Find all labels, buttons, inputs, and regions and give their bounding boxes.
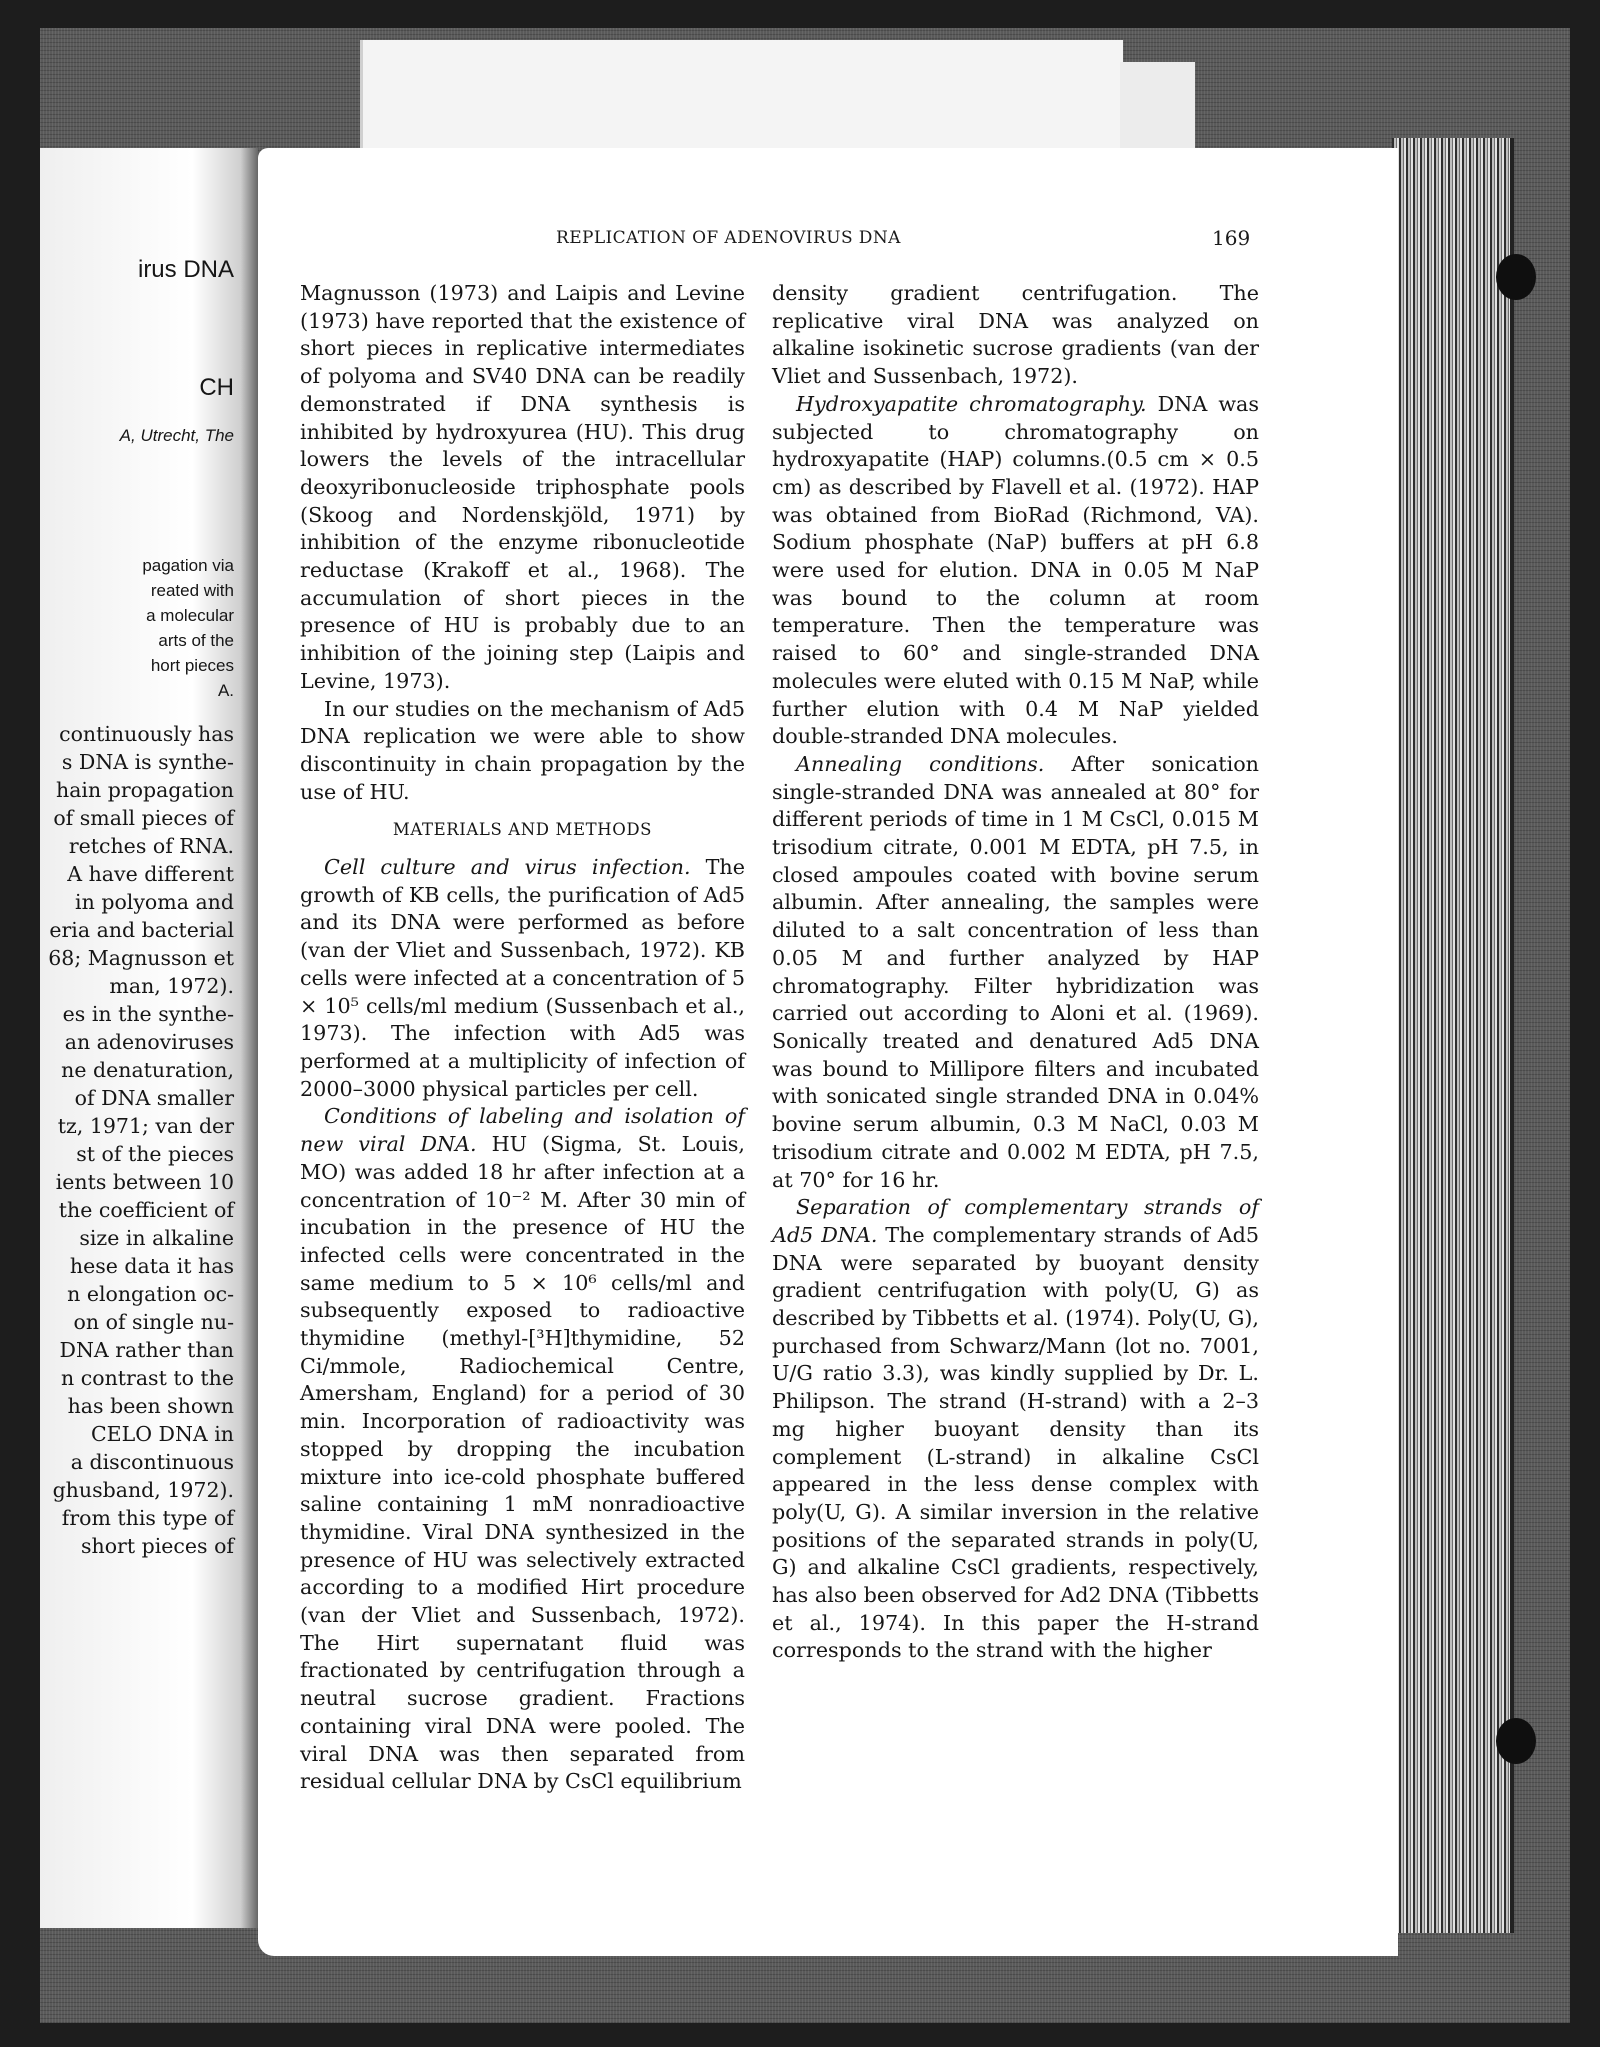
left-page-fragment: 68; Magnusson et — [48, 946, 234, 970]
left-page-fragment: from this type of — [61, 1506, 234, 1530]
paragraph-text: After sonication single-stranded DNA was annealed at 80° for different periods of time in 1 M CsCl, 0.015 M trisodium citrate, 0.001 M EDTA, pH 7.5, in closed ampoules coated with bovine serum albumin. After annealing, the samples were diluted to a salt concentration of less than 0.05 M and further analyzed by HAP chromatography. Filter hybridization was carried out according to Aloni et al. (1969). Sonically treated and denatured Ad5 DNA was bound to Millipore filters and incubated with sonicated single stranded DNA in 0.04% bovine serum albumin, 0.3 M NaCl, 0.03 M trisodium citrate and 0.002 M EDTA, pH 7.5, at 70° for 16 hr. — [772, 751, 1259, 1192]
left-page-fragment: A, Utrecht, The — [119, 426, 234, 445]
run-in-heading: Annealing conditions. — [796, 751, 1045, 776]
page-number: 169 — [1212, 226, 1251, 250]
left-page-fragment: eria and bacterial — [49, 918, 234, 942]
left-page-fragment: irus DNA — [137, 256, 234, 283]
left-page-fragment: n elongation oc- — [67, 1282, 234, 1306]
run-in-heading: Conditions of labeling and isolation of new viral DNA. — [300, 1104, 745, 1157]
left-page-fragment: hort pieces — [150, 656, 234, 675]
text-column-left — [300, 280, 745, 1796]
left-page-fragment: short pieces of — [80, 1534, 234, 1558]
left-page-fragment: retches of RNA. — [68, 834, 234, 858]
paper-slip — [360, 40, 1123, 160]
run-in-heading: Separation of complementary strands of Ad5 DNA. — [772, 1195, 1259, 1247]
punch-hole-top — [1496, 254, 1536, 300]
left-page-fragment: hain propagation — [56, 778, 234, 802]
left-page-fragment: the coefficient of — [58, 1198, 234, 1222]
text-column-right — [772, 280, 1259, 1665]
left-page-fragment: a molecular — [146, 606, 234, 625]
left-page-fragment: tz, 1971; van der — [57, 1114, 234, 1138]
left-page-fragment: arts of the — [158, 631, 234, 650]
left-page-fragment: DNA rather than — [59, 1338, 234, 1362]
left-page-fragment: n contrast to the — [61, 1366, 234, 1390]
paragraph — [300, 1103, 745, 1796]
left-page-fragment: size in alkaline — [79, 1226, 234, 1250]
punch-hole-bottom — [1496, 1718, 1536, 1764]
left-page-fragment: ghusband, 1972). — [52, 1478, 234, 1502]
left-page-fragment: on of single nu- — [73, 1310, 234, 1334]
left-page-fragment: man, 1972). — [109, 974, 234, 998]
paragraph-text: The growth of KB cells, the purification of Ad5 and its DNA were performed as before (van der Vliet and Sussenbach, 1972). KB cells were infected at a concentration of 5 × 10⁵ cells/ml medium (Sussenbach et al., 1973). The infection with Ad5 was performed at a multiplicity of infection of 2000–3000 physical particles per cell. — [300, 855, 745, 1101]
paragraph — [772, 751, 1259, 1194]
run-in-heading: Hydroxyapatite chromatography. — [796, 391, 1147, 416]
left-page-fragment: hese data it has — [69, 1254, 234, 1278]
paragraph: Magnusson (1973) and Laipis and Levine (1973) have reported that the existence of short pieces in replicative intermediates of polyoma and SV40 DNA can be readily demonstrated if DNA synthesis is inhibited by hydroxyurea (HU). This drug lowers the levels of the intracellular deoxyribonucleoside triphosphate pools (Skoog and Nordenskjöld, 1971) by inhibition of the enzyme ribonucleotide reductase (Krakoff et al., 1968). The accumulation of short pieces in the presence of HU is probably due to an inhibition of the joining step (Laipis and Levine, 1973). — [300, 281, 745, 693]
left-page-fragment: A. — [217, 681, 234, 700]
paper-slip-small — [1120, 62, 1195, 162]
left-page-fragment: ients between 10 — [55, 1170, 234, 1194]
left-page-fragment: pagation via — [142, 556, 234, 575]
paragraph: In our studies on the mechanism of Ad5 DNA replication we were able to show discontinuity in chain propagation by the use of HU. — [300, 696, 745, 804]
left-page-fragment: of DNA smaller — [74, 1086, 234, 1110]
run-in-heading: Cell culture and virus infection. — [324, 855, 691, 880]
paragraph — [772, 1194, 1259, 1665]
left-page-fragment: s DNA is synthe- — [61, 750, 234, 774]
paragraph: density gradient centrifugation. The replicative viral DNA was analyzed on alkaline isokinetic sucrose gradients (van der Vliet and Sussenbach, 1972). — [772, 281, 1259, 389]
section-heading: MATERIALS AND METHODS — [392, 820, 653, 840]
left-page-fragment: CELO DNA in — [90, 1422, 234, 1446]
page-edges — [1392, 138, 1514, 1933]
left-page-fragment: a discontinuous — [70, 1450, 234, 1474]
left-page-fragment: CH — [199, 374, 234, 401]
left-page-fragment: of small pieces of — [53, 806, 234, 830]
left-page-fragment: es in the synthe- — [62, 1002, 234, 1026]
left-page-fragment: continuously has — [59, 722, 234, 746]
paragraph-text: DNA was subjected to chromatography on hydroxyapatite (HAP) columns.(0.5 cm × 0.5 cm) as described by Flavell et al. (1972). HAP was obtained from BioRad (Richmond, VA). Sodium phosphate (NaP) buffers at pH 6.8 were used for elution. DNA in 0.05 M NaP was bound to the column at room temperature. Then the temperature was raised to 60° and single-stranded DNA molecules were eluted with 0.15 M NaP, while further elution with 0.4 M NaP yielded double-stranded DNA molecules. — [772, 391, 1259, 749]
left-page-fragment: A have different — [67, 862, 234, 886]
paragraph-text: HU (Sigma, St. Louis, MO) was added 18 hr after infection at a concentration of 10⁻² M. After 30 min of incubation in the presence of HU the infected cells were concentrated in the same medium to 5 × 10⁶ cells/ml and subsequently exposed to radioactive thymidine (methyl-[³H]thymidine, 52 Ci/mmole, Radiochemical Centre, Amersham, England) for a period of 30 min. Incorporation of radioactivity was stopped by dropping the incubation mixture into ice-cold phosphate buffered saline containing 1 mM nonradioactive thymidine. Viral DNA synthesized in the presence of HU was selectively extracted according to a modified Hirt procedure (van der Vliet and Sussenbach, 1972). The Hirt supernatant fluid was fractionated by centrifugation through a neutral sucrose gradient. Fractions containing viral DNA were pooled. The viral DNA was then separated from residual cellular DNA by CsCl equilibrium — [300, 1132, 746, 1794]
left-page — [40, 148, 258, 1928]
running-title: REPLICATION OF ADENOVIRUS DNA — [556, 228, 901, 248]
left-page-fragment: has been shown — [67, 1394, 234, 1418]
left-page-fragment: ne denaturation, — [61, 1058, 234, 1082]
left-page-fragment: reated with — [150, 581, 234, 600]
paragraph — [300, 854, 745, 1103]
paragraph-text: The complementary strands of Ad5 DNA were separated by buoyant density gradient centrifugation with poly(U, G) as described by Tibbetts et al. (1974). Poly(U, G), purchased from Schwarz/Mann (lot no. 7001, U/G ratio 3.3), was kindly supplied by Dr. L. Philipson. The strand (H-strand) with a 2–3 mg higher buoyant density than its complement (L-strand) in alkaline CsCl appeared in the less dense complex with poly(U, G). A similar inversion in the relative positions of the separated strands in poly(U, G) and alkaline CsCl gradients, respectively, has also been observed for Ad2 DNA (Tibbetts et al., 1974). In this paper the H-strand corresponds to the strand with the higher — [772, 1222, 1259, 1663]
left-page-fragment: st of the pieces — [76, 1142, 234, 1166]
left-page-fragment: in polyoma and — [75, 890, 234, 914]
paragraph — [772, 391, 1259, 751]
left-page-fragment: an adenoviruses — [64, 1030, 234, 1054]
